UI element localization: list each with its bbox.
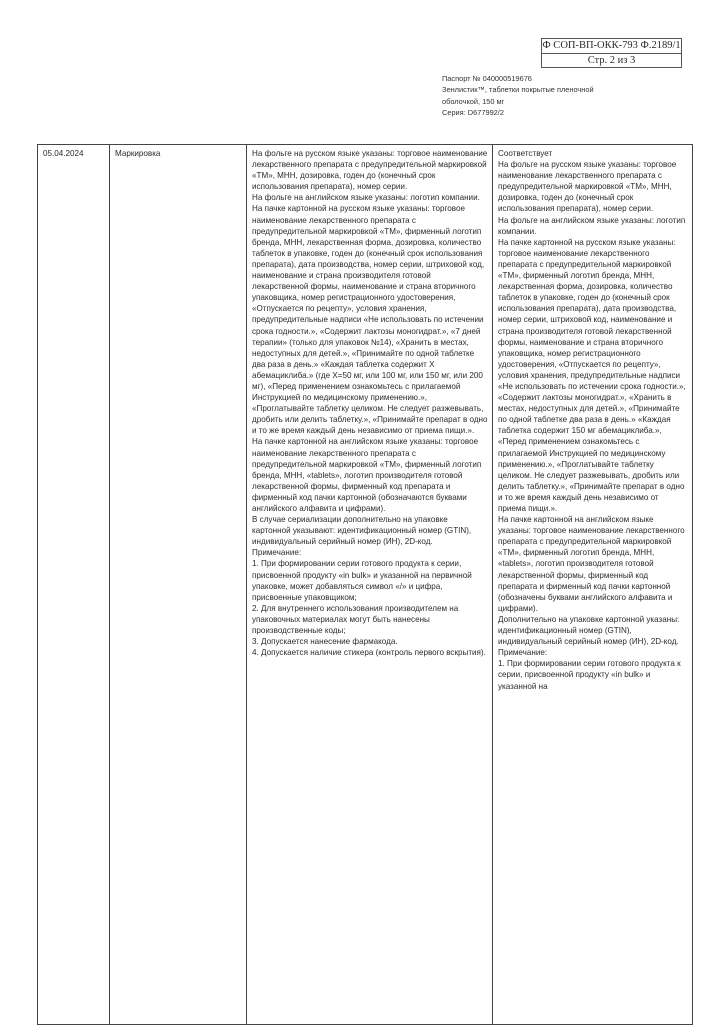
- result-note-title: Примечание:: [498, 648, 548, 658]
- series-number: Серия: D677992/2: [442, 107, 504, 117]
- requirement-paragraph: На пачке картонной на русском языке указаны: торговое наименование лекарственного препарата с предупредительной маркировкой «ТМ», фирменный логотип бренда, МНН, лекарственная форма, дозировка, количество таблеток в упаковке, годен до (конечный срок использования препарата), дата производства, номер серии, штриховой код, наименование и страна производителя готовой лекарственной формы, наименование и страна вторичного упаковщика, номер регистрационного удостоверения, «Отпускается по рецепту», условия хранения, предупредительные надписи «Не использовать по истечении срока годности.», «Содержит лактозы моногидрат.», «7 дней терапии» (только для упаковок №14), «Хранить в местах, недоступных для детей.», «Принимайте по одной таблетке два раза в день.» «Каждая таблетка содержит X абемациклиба.» (где X=50 мг, или 100 мг, или 150 мг, или 200 мг), «Перед применением ознакомьтесь с прилагаемой Инструкцией по медицинскому применению.», «Проглатывайте таблетку целиком. Не следует разжевывать, дробить или делить таблетку.», «Принимайте препарат в одно и то же время каждый день независимо от приема пищи.».: [252, 204, 488, 436]
- requirement-note: 2. Для внутреннего использования производителем на упаковочных материалах могут быть нанесены производственные коды;: [252, 603, 459, 636]
- requirement-paragraph: На пачке картонной на английском языке указаны: торговое наименование лекарственного препарата с предупредительной маркировкой «ТМ», фирменный логотип бренда, МНН, «tablets», логотип производителя готовой лекарственной формы, фирменный код препарата и фирменный код пачки картонной (обозначаются буквами английского алфавита и цифрами).: [252, 437, 482, 513]
- form-code: Ф СОП-ВП-ОКК-793 Ф.2189/1: [542, 39, 681, 54]
- result-cell: [493, 145, 693, 1025]
- requirement-note: 3. Допускается нанесение фармакода.: [252, 637, 398, 647]
- passport-number: Паспорт № 040000519676: [442, 74, 532, 83]
- test-name-cell: Маркировка: [110, 145, 247, 1025]
- requirement-note: 1. При формировании серии готового продукта к серии, присвоенной продукту «in bulk» и указанной на первичной упаковке, может добавляться символ «/» и цифра, присвоенные упаковщиком;: [252, 559, 472, 602]
- product-name-line1: Зенлистик™, таблетки покрытые пленочной: [442, 85, 594, 95]
- page-number: Стр. 2 из 3: [587, 55, 636, 66]
- form-code-box: [541, 38, 682, 68]
- passport-block: [442, 73, 642, 118]
- result-note: 1. При формировании серии готового продукта к серии, присвоенной продукту «in bulk» и указанной на: [498, 659, 681, 691]
- result-paragraph: На фольге на английском языке указаны: логотип компании.: [498, 215, 686, 236]
- table-row: [38, 145, 693, 1025]
- product-name-line2: оболочкой, 150 мг: [442, 96, 505, 106]
- result-paragraph: На фольге на русском языке указаны: торговое наименование лекарственного препарата с предупредительной маркировкой «ТМ», МНН, дозировка, годен до (конечный срок использования препарата), номер серии.: [498, 160, 677, 214]
- result-paragraph: На пачке картонной на английском языке указаны: торговое наименование лекарственного препарата с предупредительной маркировкой «ТМ», фирменный логотип бренда, МНН, «tablets», логотип производителя готовой лекарственной формы, фирменный код препарата и фирменный код пачки картонной (обозначены буквами английского алфавита и цифрами).: [498, 515, 685, 613]
- results-table: [37, 144, 693, 1025]
- requirement-note-title: Примечание:: [252, 548, 302, 558]
- result-verdict: Соответствует: [498, 149, 553, 158]
- requirement-note: 4. Допускается наличие стикера (контроль первого вскрытия).: [252, 648, 486, 658]
- requirement-paragraph: На фольге на русском языке указаны: торговое наименование лекарственного препарата с предупредительной маркировкой «ТМ», МНН, дозировка, годен до (конечный срок использования препарата), номер серии.: [252, 149, 488, 192]
- requirement-cell: [247, 145, 493, 1025]
- requirement-paragraph: В случае сериализации дополнительно на упаковке картонной указывают: идентификационный номер (GTIN), индивидуальный серийный номер (ИН), 2D-код.: [252, 515, 472, 547]
- result-paragraph: Дополнительно на упаковке картонной указаны: идентификационный номер (GTIN), индивидуальный серийный номер (ИН), 2D-код.: [498, 614, 680, 647]
- date-cell: 05.04.2024: [38, 145, 110, 1025]
- requirement-paragraph: На фольге на английском языке указаны: логотип компании.: [252, 193, 480, 203]
- result-paragraph: На пачке картонной на русском языке указаны: торговое наименование лекарственного препарата с предупредительной маркировкой «ТМ», фирменный логотип бренда, МНН, лекарственная форма, дозировка, количество таблеток в упаковке, годен до (конечный срок использования препарата), дата производства, номер серии, штриховой код, наименование и страна производителя готовой лекарственной формы, наименование и страна вторичного упаковщика, номер регистрационного удостоверения, «Отпускается по рецепту», условия хранения, предупредительные надписи «Не использовать по истечении срока годности.», «Содержит лактозы моногидрат.», «Хранить в местах, недоступных для детей.», «Принимайте по одной таблетке два раза в день.» «Каждая таблетка содержит 150 мг абемациклиба.», «Перед применением ознакомьтесь с прилагаемой Инструкцией по медицинскому применению.», «Проглатывайте таблетку целиком. Не следует разжевывать, дробить или делить таблетку.», «Принимайте препарат в одно и то же время каждый день независимо от приема пищи.».: [498, 237, 686, 513]
